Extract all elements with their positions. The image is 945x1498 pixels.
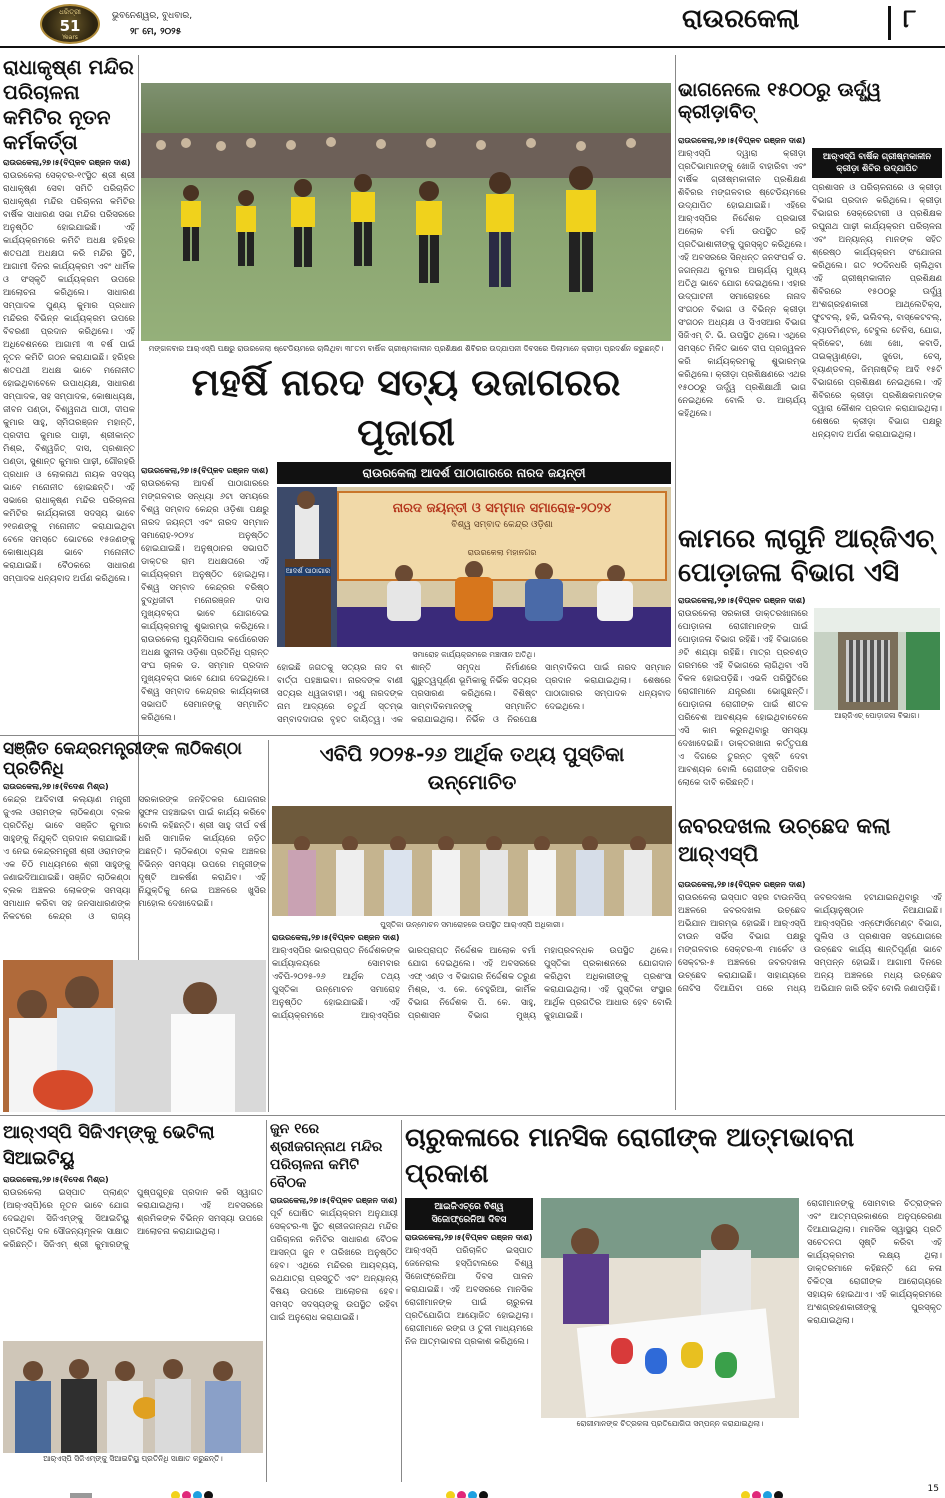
headline: ମହର୍ଷି ନାରଦ ସତ୍ୟ ଉଜାଗରର ପୂଜାରୀ: [191, 361, 621, 454]
article-radhakrushna: [3, 55, 135, 625]
registration-bar: [70, 1493, 92, 1498]
color-registration-marks: [445, 1485, 489, 1498]
date-line-2: ୨୮ ମେ, ୨୦୨୫: [130, 27, 182, 37]
burn-ward-photo: [814, 608, 940, 710]
burn-ward-caption: ଆର୍‌ଜିଏଚ୍ ପୋଡ଼ାଜଳା ବିଭାଗ।: [834, 711, 920, 720]
dateline: ରାଉରକେଲା,୨୭।୫(ବିପ୍ଳବ ରଞ୍ଜନ ଦାଶ): [3, 158, 131, 167]
dateline: ରାଉରକେଲା,୨୭।୫(ବିପ୍ଳବ ରଞ୍ଜନ ଦାଶ): [405, 1233, 533, 1242]
article-body: କେନ୍ଦ୍ର ଆଦିବାସୀ କଲ୍ୟାଣ ମନ୍ତ୍ରୀ ଜୁଏଲ ଓରାମଙ୍କ ଲାଠିକଣ୍ଠା ବ୍ଲକ ପ୍ରତିନିଧି ଭାବେ ସଞ୍ଜିତ କୁମାର ସାହୁଙ୍କୁ ନିଯୁକ୍ତି ପ୍ରଦାନ କରାଯାଇଛି। ଏ ନେଇ କେନ୍ଦ୍ରମନ୍ତ୍ରୀ ଶ୍ରୀ ଓରାମଙ୍କ ଏକ ଚିଠି ମାଧ୍ୟମରେ ଶ୍ରୀ ସାହୁଙ୍କୁ ଜଣାଇଦିଆଯାଇଛି। ସଞ୍ଜିତ ଲାଠିକଣ୍ଠା ବ୍ଲକ ଅଞ୍ଚଳର ଲୋକଙ୍କ ସମସ୍ୟା ସମାଧାନ କରିବା ସହ ଜନସାଧାରଣଙ୍କ ନିକଟରେ କେନ୍ଦ୍ର ଓ ରାଜ୍ୟ ସରକାରଙ୍କ ଜନହିତକର ଯୋଜନାର ସୁଫଳ ପହଞ୍ଚାଇବା ପାଇଁ କାର୍ଯ୍ୟ କରିବେ ବୋଲି କହିଛନ୍ତି। ଶ୍ରୀ ସାହୁ ଦୀର୍ଘ ବର୍ଷ ଧରି ସାମାଜିକ କାର୍ଯ୍ୟରେ ଜଡ଼ିତ ଅଛନ୍ତି। ଲାଠିକଣ୍ଠା ବ୍ଲକ ଅଞ୍ଚଳର ବିଭିନ୍ନ ସମସ୍ୟା ଉପରେ ମନ୍ତ୍ରୀଙ୍କ ଦୃଷ୍ଟି ଆକର୍ଷଣ କରାଯିବ। ଏହି ନିଯୁକ୍ତିକୁ ନେଇ ଅଞ୍ଚଳରେ ଖୁସିର ମାହୋଲ ଦେଖାଦେଇଛି।: [3, 795, 266, 923]
column-rule: [268, 740, 269, 1112]
section-title: [682, 4, 892, 40]
headline: ଆର୍‌ଏସ୍‌ପି ସିଜିଏମ୍‌ଙ୍କୁ ଭେଟିଲା ସିଆଇଟିୟୁ: [3, 1122, 215, 1169]
badge-word: ଧରିତ୍ରୀ: [59, 8, 81, 16]
headline: ଜବରଦଖଲ ଉଚ୍ଛେଦ କଲା ଆର୍‌ଏସ୍‌ପି: [678, 814, 891, 866]
column-rule: [266, 1120, 267, 1482]
sports-camp-caption: ମଙ୍ଗଳବାର ଆର୍‌ଏସ୍‌ପି ପକ୍ଷରୁ ରାଉରକେଲା ଷ୍ଟେଡିୟମରେ ଚାଲିଥିବା ୩୮ତମ ବାର୍ଷିକ ଗ୍ରୀଷ୍ମକାଳୀନ ପ୍ରଶିକ୍ଷଣ ଶିବିରର ଉଦ୍‌ଯାପନୀ ଦିବସରେ ପିଲାମାନେ କ୍ରୀଡ଼ା ପ୍ରଦର୍ଶନ କରୁଛନ୍ତି।: [148, 344, 664, 353]
cgm-photo-caption: ଆର୍‌ଏସ୍‌ପି ସିଜିଏମ୍‌ଙ୍କୁ ସିଆଇଟିୟୁ ପ୍ରତିନିଧି ସାକ୍ଷାତ କରୁଛନ୍ତି।: [43, 1454, 223, 1463]
podium: [285, 559, 331, 647]
article-jagannath: [270, 1120, 398, 1482]
dateline: ରାଉରକେଲା,୨୭।୫(ବିପ୍ଳବ ରଞ୍ଜନ ଦାଶ): [272, 933, 400, 942]
headline: ଭାଗନେଲେ ୧୫୦୦ରୁ ଊର୍ଦ୍ଧ୍ୱ କ୍ରୀଡ଼ାବିତ୍: [678, 80, 882, 123]
cgm-photo: [3, 1341, 263, 1453]
banner-line-1: ନାରଦ ଜୟନ୍ତୀ ଓ ସମ୍ମାନ ସମାରୋହ-୨୦୨୪: [392, 501, 612, 516]
podium-label: ଆଦର୍ଶ ପାଠାଗାର: [285, 567, 331, 575]
article-encroach: [678, 812, 942, 1112]
dateline: ରାଉରକେଲା,୨୭।୫(ବିପ୍ଳବ ରଞ୍ଜନ ଦାଶ): [678, 596, 806, 605]
article-body-right: ହୋଇଛି ଜଗତକୁ ସତ୍ୟର ନାଦ ବା ବାର୍ତ୍ତା ପହଞ୍ଚାଇବା। ନାରଦଙ୍କ ବାଣୀ ସତ୍ୟର ଧ୍ୱଜାବାହୀ। ଏଣୁ ନାରଦଙ୍କ ନାମ ଆଦ୍ୟରେ ଚତୁର୍ଥ ସ୍ତମ୍ଭ ସମ୍ବାଦଦାତାର ବୃହତ ଦାୟିତ୍ୱ। ଏକ ଶାନ୍ତି ସମୃଦ୍ଧ ନିର୍ମାଣରେ ଗୁରୁତ୍ୱପୂର୍ଣ୍ଣ ଭୂମିକାକୁ ନିର୍ଭିକ ସତ୍ୟର ପ୍ରସାରଣ କରିଥିଲେ। ବିଶିଷ୍ଟ ସାମ୍ବାଦିକମାନଙ୍କୁ ସମ୍ମାନିତ କରାଯାଇଥିଲା। ନିର୍ଭିକ ଓ ନିରପେକ୍ଷ ସାମ୍ବାଦିକତା ପାଇଁ ନାରଦ ସମ୍ମାନ ପ୍ରଦାନ କରାଯାଇଥିଲା। ଶେଷରେ ପାଠାଗାରର ସମ୍ପାଦକ ଧନ୍ୟବାଦ ଦେଇଥିଲେ।: [277, 663, 671, 725]
article-body: ପୂର୍ବ ଘୋଷିତ କାର୍ଯ୍ୟକ୍ରମ ଅନୁଯାୟୀ ସେକ୍ଟର-୩ ସ୍ଥିତ ଶ୍ରୀଜଗନ୍ନାଥ ମନ୍ଦିର ପରିଚାଳନା କମିଟିର ସାଧାରଣ ବୈଠକ ଆସନ୍ତା ଜୁନ ୧ ତାରିଖରେ ଅନୁଷ୍ଠିତ ହେବ। ଏଥିରେ ମନ୍ଦିରର ଆୟବ୍ୟୟ, ରଥଯାତ୍ରା ପ୍ରସ୍ତୁତି ଏବଂ ଅନ୍ୟାନ୍ୟ ବିଷୟ ଉପରେ ଆଲୋଚନା ହେବ। ସମସ୍ତ ସଦସ୍ୟଙ୍କୁ ଉପସ୍ଥିତ ରହିବା ପାଇଁ ଅନୁରୋଧ କରାଯାଇଛି।: [270, 1209, 398, 1323]
badge-years: Years: [62, 34, 78, 41]
article-body-col1: ଆର୍‌ଏସ୍‌ପି ଦ୍ୱାରା କ୍ରୀଡ଼ା ପ୍ରତିଭାମାନଙ୍କୁ ଖୋଜି ବାହାରିବା ଏବଂ ବାର୍ଷିକ ଗ୍ରୀଷ୍ମକାଳୀନ ପ୍ରଶିକ୍ଷଣ ଶିବିରର ମଙ୍ଗଳବାର ଷ୍ଟେଡିୟମରେ ଉଦ୍‌ଯାପିତ ହୋଇଯାଇଛି। ଏହିରେ ଆର୍‌ଏସ୍‌ପିର ନିର୍ଦ୍ଦେଶକ ପ୍ରଭାରୀ ଅଲୋକ ବର୍ମା ଉପସ୍ଥିତ ରହି ପ୍ରତିଭାଶାଳୀଙ୍କୁ ପୁରସ୍କୃତ କରିଥିଲେ। ଏହି ଅବସରରେ ସିନ୍ଧନ୍ତ ଜନସଂପର୍କ ଡ. ଜଗନ୍ନାଥ କୁମାର ଆଚାର୍ଯ୍ୟ ମୁଖ୍ୟ ଅତିଥି ଭାବେ ଯୋଗ ଦେଇଥିଲେ। ଏହାର ଉଦ୍‌ଘାଟନୀ ସମାରୋହରେ ନାନାଦ ସଂଗଠନ ବିଭାଗ ଓ ବିଭିନ୍ନ କ୍ରୀଡ଼ା ସଂଗଠନ ଅଧ୍ୟକ୍ଷ ଓ ସିଏସଆର ବିଭାଗ ସିଜିଏମ୍ ଟି. ଭି. ଉପସ୍ଥିତ ଥିଲେ। ଏଥିରେ ସମସ୍ତେ ମିଳିତ ଭାବେ ଦୀପ ପ୍ରଜ୍ୱଳନ କରି କାର୍ଯ୍ୟକ୍ରମକୁ ଶୁଭାରମ୍ଭ କରିଥିଲେ। କ୍ରୀଡ଼ା ପ୍ରଶିକ୍ଷଣରେ ଏଥର ୧୫୦୦ରୁ ଊର୍ଦ୍ଧ୍ୱ ପ୍ରଶିକ୍ଷାର୍ଥୀ ଭାଗ ନେଇଥିଲେ ବୋଲି ଡ. ଆଚାର୍ଯ୍ୟ କହିଥିଲେ।: [678, 148, 806, 419]
booklet-launch-photo: [272, 806, 672, 916]
footer: [0, 1484, 945, 1498]
dateline: ରାଉରକେଲା,୨୭।୫(ବିପ୍ଳବ ରଞ୍ଜନ ଦାଶ): [678, 880, 806, 889]
article-minister: [3, 740, 266, 1112]
article-body-col2: ପ୍ରଶାସନ ଓ ପରିଚାଳନାରେ ଓ କ୍ରୀଡ଼ା ବିଭାଗ ପ୍ରଦାନ କରିଥିଲେ। କ୍ରୀଡ଼ା ବିଭାଗର ସେକ୍ରେଟାରୀ ଓ ପ୍ରଶିକ୍ଷକ ରଘୁନାଥ ପାଢ଼ୀ କାର୍ଯ୍ୟକ୍ରମ ପରିଚାଳନା ଏବଂ ଅନ୍ୟାନ୍ୟ ମାନଙ୍କ ସହିତ ଶ୍ରେଷ୍ଠ କାର୍ଯ୍ୟକ୍ରମ ସଂଯୋଜନା କରିଥିଲେ। ଗତ ୨୦ଦିନଧରି ଚାଲିଥିବା ଏହି ଗ୍ରୀଷ୍ମକାଳୀନ ପ୍ରଶିକ୍ଷଣ ଶିବିରରେ ୧୫୦୦ରୁ ଊର୍ଦ୍ଧ୍ୱ ଅଂଶଗ୍ରହଣକାରୀ ଆଥ୍‌ଲେଟିକ୍ସ, ଫୁଟବଲ୍, ହକି, ଭଲିବଲ୍, ବାସ୍କେଟବଲ୍, ବ୍ୟାଡମିଣ୍ଟନ୍, ଟେବୁଲ ଟେନିସ, ଯୋଗ, କ୍ରିକେଟ, ଖୋ ଖୋ, କବାଡି, ତାଇକ୍ୱାଣ୍ଡୋ, ଜୁଡୋ, ଚେସ୍, ହ୍ୟାଣ୍ଡବଲ୍, ଜିମ୍ନାଷ୍ଟିକ୍ ଆଦି ୧୫ଟି ବିଭାଗରେ ପ୍ରଶିକ୍ଷଣ ନେଇଥିଲେ। ଏହି ଶିବିରରେ କ୍ରୀଡ଼ା ପ୍ରଶିକ୍ଷକମାନଙ୍କ ଦ୍ୱାରା କୌଶଳ ପ୍ରଦାନ କରାଯାଇଥିଲା। ଶେଷରେ କ୍ରୀଡ଼ା ବିଭାଗ ପକ୍ଷରୁ ଧନ୍ୟବାଦ ଅର୍ପଣ କରାଯାଇଥିଲା।: [812, 182, 942, 440]
anniversary-badge: [40, 4, 100, 44]
art-subhead: ଆଇଜିଏଚ୍‌ରେ ବିଶ୍ୱ ସିଜୋଫ୍ରେନିଆ ଦିବସ: [405, 1198, 533, 1230]
booklet-photo-caption: ପୁସ୍ତିକା ଉନ୍ମୋଚନ ସମାରୋହରେ ଉପସ୍ଥିତ ଆର୍‌ଏସ୍‌ପି ଅଧିକାରୀ।: [380, 920, 564, 929]
headline: ଚାରୁକଳାରେ ମାନସିକ ରୋଗୀଙ୍କ ଆତ୍ମଭାବନା ପ୍ରକାଶ: [405, 1123, 855, 1189]
headline: ଏବିପି ୨୦୨୫-୨୬ ଆର୍ଥିକ ତଥ୍ୟ ପୁସ୍ତିକା ଉନ୍ମୋଚିତ: [319, 742, 625, 794]
narad-photo-caption: ସମାରୋହ କାର୍ଯ୍ୟକ୍ରମରେ ମଞ୍ଚାସୀନ ଅତିଥି।: [412, 650, 536, 659]
section-rule: [0, 735, 675, 736]
headline: ରାଧାକୃଷ୍ଣ ମନ୍ଦିର ପରିଚାଳନା କମିଟିର ନୂତନ କର୍ମକର୍ତ୍ତା: [3, 55, 134, 154]
section-rule: [0, 1115, 945, 1116]
article-body: ରାଉରକେଲା ସରକାରୀ ଡାକ୍ତରଖାନାରେ ପୋଡ଼ାଜଳା ରୋଗୀମାନଙ୍କ ପାଇଁ ପୋଡ଼ାଜଳା ବିଭାଗ ରହିଛି। ଏହି ବିଭାଗରେ ୬ଟି ଶଯ୍ୟା ରହିଛି। ମାତ୍ର ପ୍ରଚଣ୍ଡ ଗରମରେ ଏହି ବିଭାଗରେ ଲାଗିଥିବା ଏସି ବିକଳ ହୋଇପଡ଼ିଛି। ଏଭଳି ପରିସ୍ଥିତିରେ ରୋଗୀମାନେ ଯନ୍ତ୍ରଣା ଭୋଗୁଛନ୍ତି। ପୋଡ଼ାଜଳା ରୋଗୀଙ୍କ ପାଇଁ ଶୀତଳ ପରିବେଶ ଆବଶ୍ୟକ ହୋଇଥିବାବେଳେ ଏସି କାମ କରୁନଥିବାରୁ ସମସ୍ୟା ଦେଖାଦେଇଛି। ଡାକ୍ତରଖାନା କର୍ତ୍ତୃପକ୍ଷ ଏ ଦିଗରେ ତୁରନ୍ତ ଦୃଷ୍ଟି ଦେବା ଆବଶ୍ୟକ ବୋଲି ରୋଗୀଙ୍କ ପରିବାର ଲୋକେ ଦାବି କରିଛନ୍ତି।: [678, 609, 808, 788]
page-number: ୮: [903, 4, 917, 34]
art-therapy-photo: [541, 1198, 799, 1418]
section-title-text: ରାଉରକେଲା: [682, 4, 800, 34]
article-body: ରାଉରକେଲା ସେକ୍ଟର-୧୯ସ୍ଥିତ ଶ୍ରୀ ଶ୍ରୀ ରାଧାକୃଷ୍ଣ ସେବା ସମିତି ପରିଚାଳିତ ରାଧାକୃଷ୍ଣ ମନ୍ଦିର ପରିଚାଳନା କମିଟିର ବାର୍ଷିକ ସାଧାରଣ ସଭା ମନ୍ଦିର ପରିସରରେ ଅନୁଷ୍ଠିତ ହୋଇଯାଇଛି। ଏହି କାର୍ଯ୍ୟକ୍ରମରେ କମିଟି ଅଧକ୍ଷ ହରିହର ଶତପଥୀ ଅଧକ୍ଷତା କରି ମନ୍ଦିର ସ୍ଥିତି, ଆଗାମୀ ଦିନର କାର୍ଯ୍ୟକ୍ରମ ଏବଂ ଧାର୍ମିକ ଓ ସଂସ୍କୃତି କାର୍ଯ୍ୟକ୍ରମ ଉପରେ ଆଲୋଚନା କରିଥିଲେ। ସାଧାରଣ ସମ୍ପାଦକ ପୁଣ୍ୟ କୁମାର ପ୍ରଧାନ ମନ୍ଦିରର ବିଭିନ୍ନ କାର୍ଯ୍ୟକ୍ରମ ଉପରେ ବିବରଣୀ ପ୍ରଦାନ କରିଥିଲେ। ଏହି ଅଧିବେଶନରେ ଆଗାମୀ ୩ ବର୍ଷ ପାଇଁ ନୂତନ କମିଟି ଗଠନ କରାଯାଇଛି। ହରିହର ଶତପଥୀ ଅଧକ୍ଷ ଭାବେ ମନୋନୀତ ହୋଇଥିବାବେଳେ ଉପାଧ୍ୟକ୍ଷ, ସାଧାରଣ ସମ୍ପାଦକ, ସହ ସମ୍ପାଦକ, କୋଷାଧ୍ୟକ୍ଷ, ଜୀବନ ପଣ୍ଡା, ବିଶ୍ୱନାଥ ପାଠୀ, ଦୀପକ କୁମାର ସାହୁ, ସ୍ମିତାରଞ୍ଜନ ମହାନ୍ତି, ପ୍ରଦୀପ କୁମାର ପାଢ଼ୀ, ଶ୍ରୀକାନ୍ତ ମିଶ୍ର, ବିଶ୍ୱଜିତ୍ ଦାସ, ପ୍ରଶାନ୍ତ ପଣ୍ଡା, ସୁଶାନ୍ତ କୁମାର ପାଢ଼ୀ, ଗୌରହରି ପ୍ରଧାନ ଓ ଲୋକନାଥ ନାୟକ ସଦସ୍ୟ ଭାବେ ମନୋନୀତ ହୋଇଛନ୍ତି। ଏହି ସଭାରେ ରାଧାକୃଷ୍ଣ ମନ୍ଦିର ପରିଚାଳନା କମିଟିର କାର୍ଯ୍ୟକାରୀ ସଦସ୍ୟ ଭାବେ ୨୧ଜଣଙ୍କୁ ମନୋନୀତ କରାଯାଇଥିବା ବେଳେ ସମସ୍ତେ ଭୋଟରେ ୧୫ଜଣଙ୍କୁ କୋଷାଧ୍ୟକ୍ଷ ଭାବେ ମନୋନୀତ କରାଯାଇଛି। ବୈଠକରେ ସାଧାରଣ ସମ୍ପାଦକ ଧନ୍ୟବାଦ ଅର୍ପଣ କରିଥିଲେ।: [3, 171, 135, 584]
dateline: ରାଉରକେଲା,୨୭।୫(ବିପ୍ଳବ ରଞ୍ଜନ ଦାଶ): [678, 135, 806, 145]
sports-camp-illustration: [141, 83, 671, 341]
headline: ସଞ୍ଜିତ କେନ୍ଦ୍ରମନ୍ତ୍ରୀଙ୍କ ଲାଠିକଣ୍ଠା ପ୍ରତିନିଧି: [3, 740, 242, 779]
article-body: ଆର୍‌ଏସ୍‌ପିର ଭାରପ୍ରାପ୍ତ ନିର୍ଦ୍ଦେଶକଙ୍କ କାର୍ଯ୍ୟାଳୟରେ ସୋମବାର ଏବିପି-୨୦୨୫-୨୬ ଆର୍ଥିକ ତଥ୍ୟ ପୁସ୍ତିକା ଉନ୍ମୋଚନ ସମାରୋହ ଅନୁଷ୍ଠିତ ହୋଇଯାଇଛି। ଏହି କାର୍ଯ୍ୟକ୍ରମରେ ଆର୍‌ଏସ୍‌ପିର ଭାରପ୍ରାପ୍ତ ନିର୍ଦ୍ଦେଶକ ଆଲୋକ ବର୍ମା ଯୋଗ ଦେଇଥିଲେ। ଏହି ଅବସରରେ ଏଫ୍ ଏଣ୍ଡ ଏ ବିଭାଗର ନିର୍ଦ୍ଦେଶକ ତରୁଣ ମିଶ୍ର, ଏ. କେ. ବେହୁରିଆ, କାର୍ମିକ ବିଭାଗ ନିର୍ଦ୍ଦେଶକ ପି. କେ. ସାହୁ, ପ୍ରଶାସନ ବିଭାଗ ମୁଖ୍ୟ ମହାପ୍ରବନ୍ଧକ ଉପସ୍ଥିତ ଥିଲେ। ପୁସ୍ତିକା ପ୍ରକାଶନରେ ଯୋଗଦାନ କରିଥିବା ଅଧିକାରୀଙ୍କୁ ପ୍ରଶଂସା କରାଯାଇଥିଲା। ଏହି ପୁସ୍ତିକା ସଂସ୍ଥାର ଆର୍ଥିକ ପ୍ରଗତିର ଆଧାର ହେବ ବୋଲି କୁହାଯାଇଛି।: [272, 946, 672, 1021]
color-registration-marks: [740, 1485, 784, 1498]
headline: ଜୁନ ୧ରେ ଶ୍ରୀଜଗନ୍ନାଥ ମନ୍ଦିର ପରିଚାଳନା କମିଟି ବୈଠକ: [270, 1121, 383, 1191]
speaker: [295, 505, 319, 565]
article-body: ରାଉରକେଲା ଇସ୍ପାତ ପ୍ଲାଣ୍ଟ (ଆର୍‌ଏସ୍‌ପି)ରେ ନୂତନ ଭାବେ ଯୋଗ ଦେଇଥିବା ସିଜିଏମ୍‌ଙ୍କୁ ସିଆଇଟିୟୁ ପ୍ରତିନିଧି ଦଳ ସୌଜନ୍ୟମୂଳକ ସାକ୍ଷାତ କରିଛନ୍ତି। ସିଜିଏମ୍ ଶ୍ରୀ କୁମାରଙ୍କୁ ପୁଷ୍ପଗୁଚ୍ଛ ପ୍ରଦାନ କରି ସ୍ୱାଗତ କରାଯାଇଥିଲା। ଏହି ଅବସରରେ ଶ୍ରମିକଙ୍କ ବିଭିନ୍ନ ସମସ୍ୟା ଉପରେ ଆଲୋଚନା କରାଯାଇଥିଲା।: [3, 1188, 263, 1250]
article-booklet: [272, 740, 672, 1112]
article-cgm: [3, 1120, 263, 1482]
footer-page-number: 15: [927, 1484, 939, 1494]
dateline: ରାଉରକେଲା,୨୭।୫(ବିପ୍ଳବ ରଞ୍ଜନ ଦାଶ): [270, 1196, 398, 1205]
art-photo-caption: ରୋଗୀମାନଙ୍କ ଚିତ୍ରକଳା ପ୍ରତିଯୋଗିତା ସମ୍ପନ୍ନ କରାଯାଇଥିଲା।: [576, 1419, 764, 1428]
article-sports: [678, 80, 942, 518]
headline: କାମରେ ଲାଗୁନି ଆର୍‌ଜିଏଚ୍ ପୋଡ଼ାଜଳା ବିଭାଗ ଏସି: [678, 524, 935, 588]
article-body-left: ରାଉରକେଲା ଆଦର୍ଶ ପାଠାଗାରରେ ମଙ୍ଗଳବାର ସନ୍ଧ୍ୟା ୬ଟା ସମୟରେ ବିଶ୍ୱ ସମ୍ବାଦ କେନ୍ଦ୍ର ଓଡ଼ିଶା ପକ୍ଷରୁ ନାରଦ ଜୟନ୍ତୀ ଏବଂ ନାରଦ ସମ୍ମାନ ସମାରୋହ-୨୦୨୪ ଅନୁଷ୍ଠିତ ହୋଇଯାଇଛି। ଅନୁଷ୍ଠାନର ସଭାପତି ଡାକ୍ତର ରାମ ଅଧକ୍ଷତାରେ ଏହି କାର୍ଯ୍ୟକ୍ରମ ଅନୁଷ୍ଠିତ ହୋଇଥିଲା। ବିଶ୍ୱ ସମ୍ବାଦ କେନ୍ଦ୍ରର ବରିଷ୍ଠ ବୁଦ୍ଧିଜୀବୀ ମନୋରଞ୍ଜନ ଦାସ ମୁଖ୍ୟବକ୍ତା ଭାବେ ଯୋଗଦେଇ କାର୍ଯ୍ୟକ୍ରମକୁ ଶୁଭାରମ୍ଭ କରିଥିଲେ। ରାଉରକେଲା ମ୍ୟୁନିସିପାଲ କର୍ପୋରେସନ ଅଧକ୍ଷ ସୁନୀଲ ଓଡ଼ିଶା ପ୍ରତିନିଧି ପ୍ରାନ୍ତ ସଂଘ ଚାଳକ ଡ. ସମ୍ମାନ ପ୍ରଦାନ ମୁଖ୍ୟବକ୍ତା ଭାବେ ଯୋଗ ଦେଇଥିଲେ। ବିଶ୍ୱ ସମ୍ବାଦ କେନ୍ଦ୍ରର କାର୍ଯ୍ୟକାରୀ ସଭାପତି ସେମାନଙ୍କୁ ସମ୍ମାନିତ କରିଥିଲେ।: [141, 479, 269, 723]
dateline: ରାଉରକେଲା,୨୭।୫(ବିଦେଶ ମିଶ୍ର): [3, 1175, 109, 1184]
dateline: ରାଉରକେଲା,୨୭।୫(ବିପ୍ଳବ ରଞ୍ଜନ ଦାଶ): [141, 466, 269, 475]
narad-event-photo: [277, 487, 671, 647]
article-narad: [141, 358, 671, 736]
banner-line-2: ବିଶ୍ୱ ସମ୍ବାଦ କେନ୍ଦ୍ର ଓଡ଼ିଶା: [451, 520, 553, 530]
column-rule: [401, 1120, 402, 1482]
narad-subhead: ରାଉରକେଲା ଆଦର୍ଶ ପାଠାଗାରରେ ନାରଦ ଜୟନ୍ତୀ: [277, 462, 671, 484]
article-body: ରାଉରକେଲା ଇସ୍ପାତ ସହର ଟାଉନସିପ୍ ଅଞ୍ଚଳରେ ଜବରଦଖଲ ଉଚ୍ଛେଦ ଅଭିଯାନ ଆରମ୍ଭ ହୋଇଛି। ଆର୍‌ଏସ୍‌ପି ଟାଉନ ସର୍ଭିସ ବିଭାଗ ପକ୍ଷରୁ ମଙ୍ଗଳବାର ସେକ୍ଟର-୩ ମାର୍କେଟ ଓ ସେକ୍ଟର-୫ ଅଞ୍ଚଳରେ ଜବରଦଖଲ ଉଚ୍ଛେଦ କରାଯାଇଛି। ସାହାଯ୍ୟରେ ନୋଟିସ ଦିଆଯିବା ପରେ ମଧ୍ୟ ଜବରଦଖଲ ହଟାଯାଇନଥିବାରୁ ଏହି କାର୍ଯ୍ୟାନୁଷ୍ଠାନ ନିଆଯାଇଛି। ଆର୍‌ଏସ୍‌ପିର ଏନ୍‌ଫୋର୍ସମେଣ୍ଟ ବିଭାଗ, ପୁଲିସ ଓ ପ୍ରଶାସନ ସହଯୋଗରେ ଉଚ୍ଛେଦ କାର୍ଯ୍ୟ ଶାନ୍ତିପୂର୍ଣ୍ଣ ଭାବେ ସମ୍ପନ୍ନ ହୋଇଛି। ଆଗାମୀ ଦିନରେ ଅନ୍ୟ ଅଞ୍ଚଳରେ ମଧ୍ୟ ଉଚ୍ଛେଦ ଅଭିଯାନ ଜାରି ରହିବ ବୋଲି ଜଣାପଡ଼ିଛି।: [678, 893, 942, 994]
date-line-1: ଭୁବନେଶ୍ୱର, ବୁଧବାର,: [112, 11, 193, 21]
article-body-left: ଆର୍‌ଏସ୍‌ପି ପରିଚାଳିତ ଇସ୍ପାତ ଜେନେରାଲ ହସ୍ପିଟାଲରେ ବିଶ୍ୱ ସିଜୋଫ୍ରେନିଆ ଦିବସ ପାଳନ କରାଯାଇଛି। ଏହି ଅବସରରେ ମାନସିକ ରୋଗୀମାନଙ୍କ ପାଇଁ ଚାରୁକଳା ପ୍ରତିଯୋଗିତା ଆୟୋଜିତ ହୋଇଥିଲା। ରୋଗୀମାନେ ରଙ୍ଗ ଓ ତୁଳୀ ମାଧ୍ୟମରେ ନିଜ ଆତ୍ମଭାବନା ପ୍ରକାଶ କରିଥିଲେ।: [405, 1246, 533, 1347]
badge-number: 51: [59, 17, 81, 35]
article-body-right: ରୋଗୀମାନଙ୍କୁ ସୋମବାର ଚିତ୍ରାଙ୍କନ ଏବଂ ଆତ୍ମପ୍ରକାଶରେ ଅନୁପ୍ରେରଣା ଦିଆଯାଇଥିଲା। ମାନସିକ ସ୍ୱାସ୍ଥ୍ୟ ପ୍ରତି ସଚେତନତା ସୃଷ୍ଟି କରିବା ଏହି କାର୍ଯ୍ୟକ୍ରମର ଲକ୍ଷ୍ୟ ଥିଲା। ଡାକ୍ତରମାନେ କହିଛନ୍ତି ଯେ କଳା ଚିକିତ୍ସା ରୋଗୀଙ୍କ ଆରୋଗ୍ୟରେ ସହାୟକ ହୋଇଥାଏ। ଏହି କାର୍ଯ୍ୟକ୍ରମରେ ଅଂଶଗ୍ରହଣକାରୀଙ୍କୁ ପୁରସ୍କୃତ କରାଯାଇଥିଲା।: [807, 1199, 942, 1326]
color-registration-marks: [170, 1485, 214, 1498]
article-art: [405, 1120, 942, 1482]
masthead-rule: [0, 46, 945, 48]
dateline: ରାଉରକେଲା,୨୭।୫(ବିଦେଶ ମିଶ୍ର): [3, 782, 109, 792]
minister-photo: [3, 960, 266, 1112]
article-amc: [678, 522, 942, 807]
column-rule: [675, 55, 676, 1110]
section-divider: [888, 6, 891, 40]
sports-subhead: ଆର୍‌ଏସ୍‌ପି ବାର୍ଷିକ ଗ୍ରୀଷ୍ମକାଳୀନ କ୍ରୀଡ଼ା ଶିବିର ଉଦ୍‌ଯାପିତ: [812, 148, 942, 178]
masthead: [0, 0, 945, 50]
sports-camp-photo: [141, 83, 671, 341]
banner-line-3: ରାଉରକେଲା ମହାନଗର: [467, 548, 537, 557]
